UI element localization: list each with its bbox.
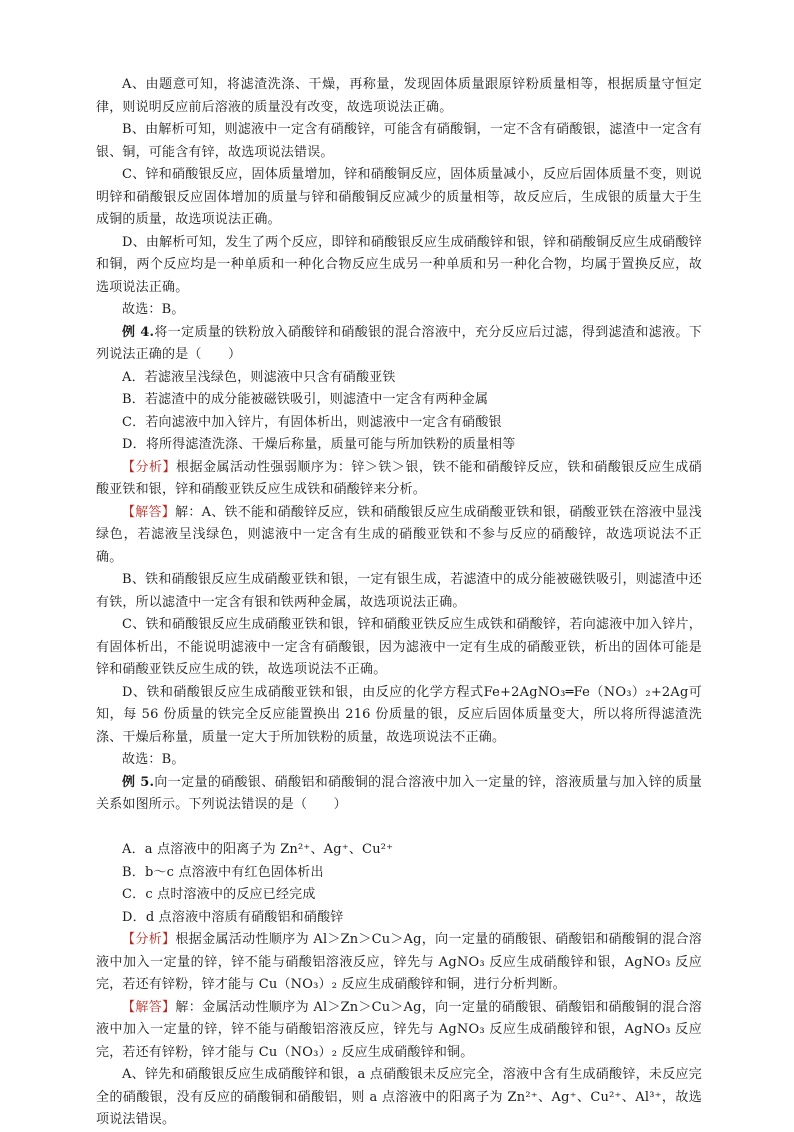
example4-answer-b: B、铁和硝酸银反应生成硝酸亚铁和银，一定有银生成，若滤渣中的成分能被磁铁吸引，则滤渣中还有铁，所以滤渣中一定含有银和铁两种金属，故选项说法正确。 [96, 572, 702, 610]
example4-answer-a [96, 502, 702, 570]
example4-answer-d-text1: D、铁和硝酸银反应生成硝酸亚铁和银，由反应的化学方程式 [122, 684, 484, 700]
paragraph-option-a-analysis: A、由题意可知，将滤渣洗涤、干燥，再称量，发现固体质量跟原锌粉质量相等，根据质量守恒定律，则说明反应前后溶液的质量没有改变，故选项说法正确。 [96, 77, 702, 115]
example5-option-c: C．c 点时溶液中的反应已经完成 [122, 887, 316, 902]
example5-analysis [96, 929, 702, 997]
example5-answer-a: A、锌先和硝酸银反应生成硝酸锌和银，a 点硝酸银未反应完全，溶液中含有生成硝酸锌，未反应完全的硝酸银，没有反应的硝酸铜和硝酸铝，则 a 点溶液中的阳离子为 Zn²⁺、Ag⁺、Cu²⁺、Al³⁺，故选项说法错误。 [96, 1067, 702, 1127]
example4-equation: Fe+2AgNO₃═Fe（NO₃）₂+2Ag [483, 684, 689, 700]
example4-answer-d-text2: 可知，每 56 份质量的铁完全反应能置换出 216 份质量的银，反应后固体质量变大，所以将所得滤渣洗涤、干燥后称量，质量一定大于所加铁粉的质量，故选项说法不正确。 [96, 684, 702, 745]
example4-analysis [96, 457, 702, 502]
example4-answer-c: C、铁和硝酸银反应生成硝酸亚铁和银，锌和硝酸亚铁反应生成铁和硝酸锌，若向滤液中加入锌片，有固体析出，不能说明滤液中一定含有硝酸银，因为滤液中一定有生成的硝酸亚铁，析出的固体可能是锌和硝酸亚铁反应生成的铁，故选项说法不正确。 [96, 617, 702, 677]
paragraph-option-d-analysis: D、由解析可知，发生了两个反应，即锌和硝酸银反应生成硝酸锌和银，锌和硝酸铜反应生成硝酸锌和铜，两个反应均是一种单质和一种化合物反应生成另一种单质和另一种化合物，均属于置换反应，故选项说法正确。 [96, 234, 702, 295]
paragraph-option-b-analysis: B、由解析可知，则滤液中一定含有硝酸锌，可能含有硝酸铜，一定不含有硝酸银，滤渣中一定含有银、铜，可能含有锌，故选项说法错误。 [96, 122, 702, 160]
example5-analysis-tag: 【分析】 [122, 932, 176, 947]
example5-option-d: D．d 点溶液中溶质有硝酸铝和硝酸锌 [122, 909, 344, 925]
example4-option-c: C．若向滤液中加入锌片，有固体析出，则滤液中一定含有硝酸银 [122, 414, 502, 430]
example4-answer-a-text: 解：A、铁不能和硝酸锌反应，铁和硝酸银反应生成硝酸亚铁和银，硝酸亚铁在溶液中显浅绿色，若滤液呈浅绿色，则滤液中一定含有生成的硝酸亚铁和不参与反应的硝酸锌，故选项说法不正确。 [96, 504, 702, 565]
example4-analysis-tag: 【分析】 [122, 459, 176, 475]
paragraph-option-c-analysis: C、锌和硝酸银反应，固体质量增加，锌和硝酸铜反应，固体质量减小，反应后固体质量不变，则说明锌和硝酸银反应固体增加的质量与锌和硝酸铜反应减少的质量相等，故反应后，生成银的质量大于生成铜的质量，故选项说法正确。 [96, 167, 702, 227]
example5-option-a: A．a 点溶液中的阳离子为 Zn²⁺、Ag⁺、Cu²⁺ [122, 842, 394, 857]
paragraph-conclusion: 故选：B。 [122, 302, 185, 317]
example5-question-text: 向一定量的硝酸银、硝酸铝和硝酸铜的混合溶液中加入一定量的锌，溶液质量与加入锌的质量关系如图所示。下列说法错误的是（ ） [96, 774, 702, 812]
example4-answer-d [96, 682, 702, 750]
example5-answer-tag: 【解答】 [122, 999, 176, 1015]
example4-label: 例 4. [122, 324, 155, 340]
example5-answer-text: 解：金属活动性顺序为 Al＞Zn＞Cu＞Ag，向一定量的硝酸银、硝酸铝和硝酸铜的混合溶液中加入一定量的锌，锌不能与硝酸铝溶液反应，锌先与 AgNO₃ 反应生成硝酸锌和银，AgNO₃ 反应完，若还有锌粉，锌才能与 Cu（NO₃）₂ 反应生成硝酸锌和铜。 [96, 999, 702, 1060]
example5-label: 例 5. [122, 774, 155, 790]
example4-conclusion: 故选：B。 [122, 752, 185, 767]
example5-analysis-text: 根据金属活动性顺序为 Al＞Zn＞Cu＞Ag，向一定量的硝酸银、硝酸铝和硝酸铜的混合溶液中加入一定量的锌，锌不能与硝酸铝溶液反应，锌先与 AgNO₃ 反应生成硝酸锌和银，AgNO₃ 反应完，若还有锌粉，锌才能与 Cu（NO₃）₂ 反应生成硝酸锌和铜，进行分析判断。 [96, 932, 702, 992]
example4-question-text: 将一定质量的铁粉放入硝酸锌和硝酸银的混合溶液中，充分反应后过滤，得到滤渣和滤液。下列说法正确的是（ ） [96, 324, 702, 362]
example4-option-b: B．若滤渣中的成分能被磁铁吸引，则滤渣中一定含有两种金属 [122, 392, 489, 407]
page-content [96, 74, 702, 1132]
example5-option-b: B．b～c 点溶液中有红色固体析出 [122, 864, 324, 880]
example4-option-d: D．将所得滤渣洗涤、干燥后称量，质量可能与所加铁粉的质量相等 [122, 437, 516, 452]
example5-question [96, 772, 702, 817]
example4-question [96, 322, 702, 367]
example4-answer-tag: 【解答】 [122, 504, 176, 520]
example4-analysis-text: 根据金属活动性强弱顺序为：锌＞铁＞银，铁不能和硝酸锌反应，铁和硝酸银反应生成硝酸亚铁和银，锌和硝酸亚铁反应生成铁和硝酸锌来分析。 [96, 459, 702, 497]
example5-answer [96, 997, 702, 1065]
example4-option-a: A．若滤液呈浅绿色，则滤液中只含有硝酸亚铁 [122, 369, 396, 385]
figure-placeholder-gap [96, 817, 702, 840]
